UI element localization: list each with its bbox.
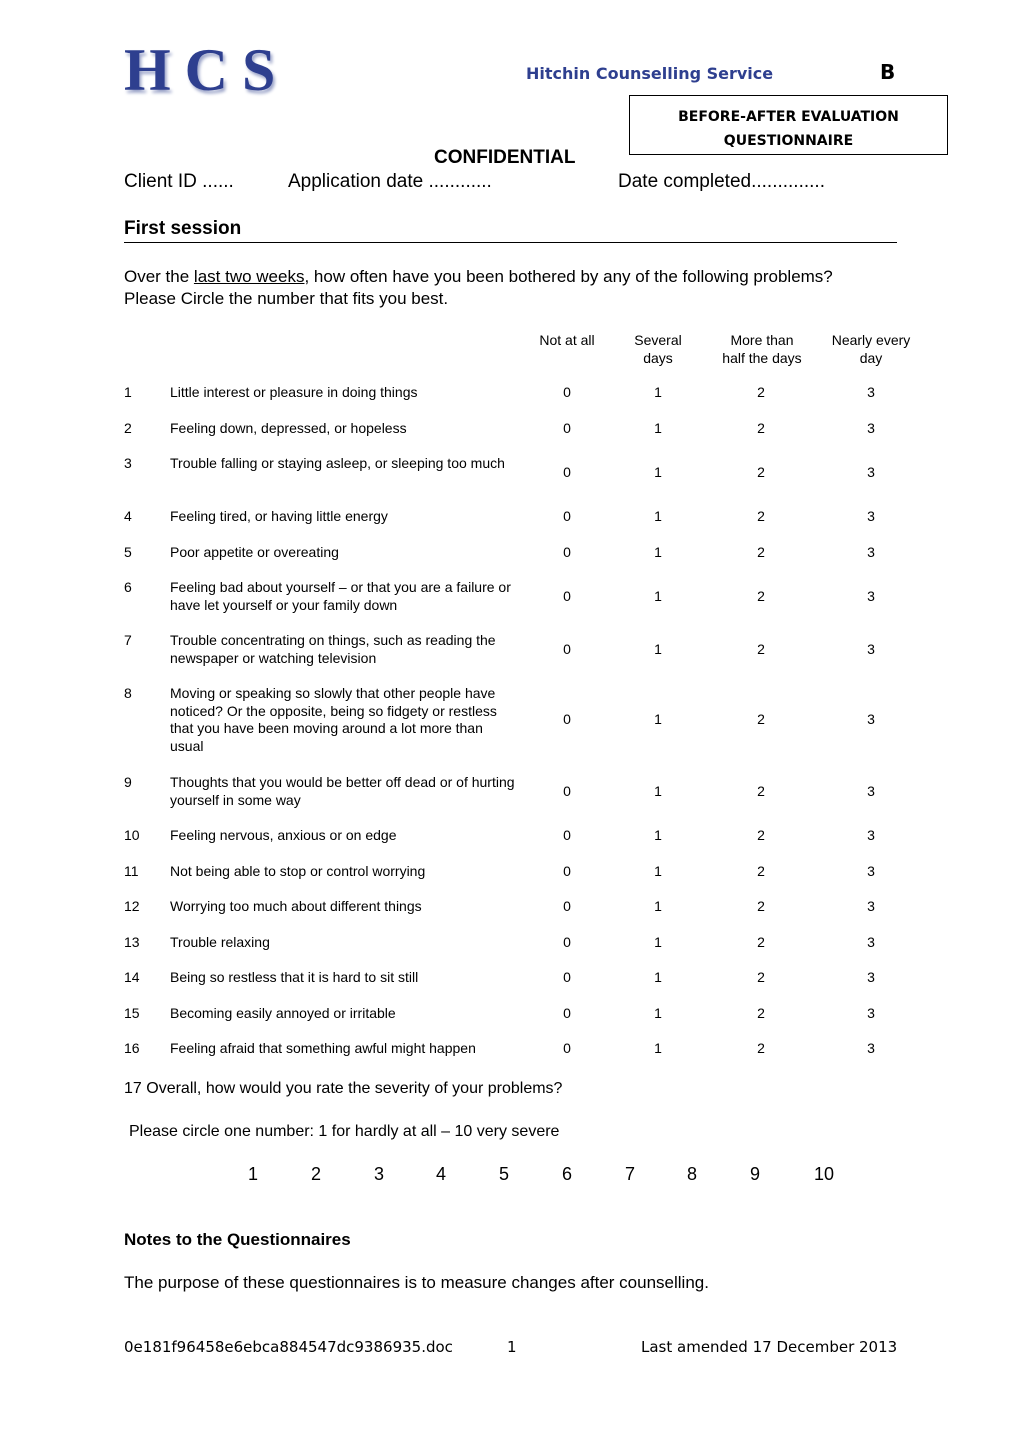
score-option[interactable]: 3 — [867, 463, 875, 480]
severity-option[interactable]: 10 — [813, 1164, 835, 1184]
client-id-field: Client ID ...... — [124, 171, 234, 192]
score-option[interactable]: 3 — [867, 968, 875, 985]
score-option[interactable]: 2 — [757, 507, 765, 524]
severity-option[interactable]: 9 — [749, 1164, 760, 1184]
score-option[interactable]: 1 — [654, 933, 662, 950]
question-number: 4 — [124, 508, 132, 524]
score-option[interactable]: 2 — [757, 419, 765, 436]
question-text: Feeling down, depressed, or hopeless — [170, 420, 407, 436]
application-date-field: Application date ............ — [288, 171, 492, 192]
score-option[interactable]: 0 — [563, 419, 571, 436]
question-text: Trouble falling or staying asleep, or sleeping too much — [170, 455, 505, 471]
question-text: Thoughts that you would be better off dead or of hurting yourself in some way — [170, 774, 515, 808]
question-number: 15 — [124, 1005, 140, 1021]
score-option[interactable]: 2 — [757, 1039, 765, 1056]
score-option[interactable]: 1 — [654, 587, 662, 604]
column-header-line2: half the days — [722, 350, 802, 366]
score-option[interactable]: 1 — [654, 640, 662, 657]
evaluation-title-box — [629, 95, 948, 155]
score-option[interactable]: 3 — [867, 543, 875, 560]
score-option[interactable]: 2 — [757, 463, 765, 480]
question-text: Becoming easily annoyed or irritable — [170, 1005, 396, 1021]
score-option[interactable]: 1 — [654, 968, 662, 985]
question-text: Feeling tired, or having little energy — [170, 508, 388, 524]
question-text: Moving or speaking so slowly that other people have noticed? Or the opposite, being so fidgety or restless that you have been moving around a lot more than usual — [170, 685, 497, 754]
question-number: 10 — [124, 827, 140, 843]
form-letter: B — [880, 60, 896, 84]
intro-pre: Over the — [124, 267, 194, 286]
column-header-more-than-half — [706, 331, 818, 367]
score-option[interactable]: 2 — [757, 782, 765, 799]
question-text: Feeling nervous, anxious or on edge — [170, 827, 397, 843]
score-option[interactable]: 2 — [757, 826, 765, 843]
question-number: 12 — [124, 898, 140, 914]
score-option[interactable]: 0 — [563, 383, 571, 400]
score-option[interactable]: 3 — [867, 1004, 875, 1021]
score-option[interactable]: 0 — [563, 640, 571, 657]
score-option[interactable]: 1 — [654, 826, 662, 843]
score-option[interactable]: 2 — [757, 711, 765, 728]
notes-title: Notes to the Questionnaires — [124, 1230, 351, 1249]
column-header-not-at-all — [527, 331, 607, 349]
column-header-nearly-every-day — [816, 331, 926, 367]
score-option[interactable]: 0 — [563, 1004, 571, 1021]
score-option[interactable]: 3 — [867, 826, 875, 843]
score-option[interactable]: 0 — [563, 711, 571, 728]
score-option[interactable]: 1 — [654, 1004, 662, 1021]
score-option[interactable]: 3 — [867, 897, 875, 914]
score-option[interactable]: 2 — [757, 383, 765, 400]
question-text: Worrying too much about different things — [170, 898, 422, 914]
severity-option[interactable]: 6 — [561, 1164, 572, 1184]
severity-option[interactable]: 4 — [435, 1164, 446, 1184]
severity-option[interactable]: 2 — [310, 1164, 321, 1184]
score-option[interactable]: 3 — [867, 507, 875, 524]
score-option[interactable]: 0 — [563, 507, 571, 524]
score-option[interactable]: 3 — [867, 419, 875, 436]
score-option[interactable]: 1 — [654, 862, 662, 879]
question-number: 6 — [124, 579, 132, 595]
intro-post: , how often have you been bothered by any of the following problems? Please Circle the number that fits you best. — [124, 267, 833, 308]
score-option[interactable]: 0 — [563, 968, 571, 985]
question-number: 14 — [124, 969, 140, 985]
question-17-instruction: Please circle one number: 1 for hardly at all – 10 very severe — [129, 1123, 560, 1140]
question-text: Trouble concentrating on things, such as reading the newspaper or watching television — [170, 632, 496, 666]
notes-text: The purpose of these questionnaires is to measure changes after counselling. — [124, 1273, 709, 1292]
score-option[interactable]: 0 — [563, 933, 571, 950]
score-option[interactable]: 2 — [757, 640, 765, 657]
score-option[interactable]: 2 — [757, 543, 765, 560]
question-number: 13 — [124, 934, 140, 950]
date-completed-field: Date completed.............. — [618, 171, 825, 192]
score-option[interactable]: 0 — [563, 463, 571, 480]
intro-underlined: last two weeks — [193, 267, 305, 286]
column-header-line1: Nearly every — [831, 332, 911, 348]
evaluation-title-line1: BEFORE-AFTER EVALUATION — [678, 109, 899, 125]
score-option[interactable]: 2 — [757, 1004, 765, 1021]
severity-option[interactable]: 7 — [624, 1164, 635, 1184]
score-option[interactable]: 0 — [563, 897, 571, 914]
score-option[interactable]: 1 — [654, 463, 662, 480]
hcs-logo: HCS — [124, 37, 290, 103]
score-option[interactable]: 2 — [757, 968, 765, 985]
footer-filename: 0e181f96458e6ebca884547dc9386935.doc — [124, 1338, 453, 1356]
question-number: 16 — [124, 1040, 140, 1056]
severity-option[interactable]: 1 — [247, 1164, 258, 1184]
confidential-label: CONFIDENTIAL — [434, 147, 576, 168]
question-number: 2 — [124, 420, 132, 436]
evaluation-title-line2: QUESTIONNAIRE — [723, 133, 854, 149]
score-option[interactable]: 0 — [563, 1039, 571, 1056]
score-option[interactable]: 3 — [867, 640, 875, 657]
column-header-line1: Several — [634, 332, 682, 348]
intro-paragraph — [124, 266, 854, 310]
question-number: 11 — [124, 863, 139, 879]
score-option[interactable]: 2 — [757, 933, 765, 950]
score-option[interactable]: 0 — [563, 826, 571, 843]
question-17: 17 Overall, how would you rate the severity of your problems? — [124, 1080, 563, 1097]
score-option[interactable]: 3 — [867, 933, 875, 950]
column-header-line2: day — [859, 350, 883, 366]
score-option[interactable]: 1 — [654, 543, 662, 560]
score-option[interactable]: 3 — [867, 383, 875, 400]
score-option[interactable]: 2 — [757, 862, 765, 879]
question-text: Being so restless that it is hard to sit still — [170, 969, 419, 985]
score-option[interactable]: 2 — [757, 897, 765, 914]
question-text: Feeling afraid that something awful might happen — [170, 1040, 476, 1056]
question-number: 1 — [124, 384, 132, 400]
footer-last-amended: Last amended 17 December 2013 — [641, 1338, 898, 1356]
column-header-line1: More than — [730, 332, 794, 348]
column-header-several-days — [613, 331, 703, 367]
question-text: Trouble relaxing — [170, 934, 270, 950]
question-text: Little interest or pleasure in doing things — [170, 384, 418, 400]
severity-option[interactable]: 5 — [498, 1164, 509, 1184]
question-number: 9 — [124, 774, 132, 790]
score-option[interactable]: 1 — [654, 1039, 662, 1056]
score-option[interactable]: 3 — [867, 1039, 875, 1056]
column-header-line1: Not at all — [539, 332, 595, 348]
question-text: Poor appetite or overeating — [170, 544, 339, 560]
score-option[interactable]: 2 — [757, 587, 765, 604]
section-title: First session — [124, 218, 897, 243]
score-option[interactable]: 3 — [867, 587, 875, 604]
score-option[interactable]: 1 — [654, 383, 662, 400]
score-option[interactable]: 1 — [654, 711, 662, 728]
score-option[interactable]: 1 — [654, 419, 662, 436]
footer-page-number: 1 — [507, 1338, 517, 1356]
severity-option[interactable]: 8 — [686, 1164, 697, 1184]
score-option[interactable]: 1 — [654, 507, 662, 524]
question-number: 7 — [124, 632, 132, 648]
score-option[interactable]: 1 — [654, 897, 662, 914]
service-name: Hitchin Counselling Service — [526, 64, 774, 83]
question-text: Not being able to stop or control worrying — [170, 863, 426, 879]
score-option[interactable]: 0 — [563, 782, 571, 799]
question-number: 8 — [124, 685, 132, 701]
question-number: 5 — [124, 544, 132, 560]
column-header-line2: days — [643, 350, 673, 366]
score-option[interactable]: 3 — [867, 782, 875, 799]
question-text: Feeling bad about yourself – or that you are a failure or have let yourself or your family down — [170, 579, 511, 613]
question-number: 3 — [124, 455, 132, 471]
score-option[interactable]: 1 — [654, 782, 662, 799]
severity-option[interactable]: 3 — [373, 1164, 384, 1184]
score-option[interactable]: 3 — [867, 711, 875, 728]
score-option[interactable]: 0 — [563, 862, 571, 879]
score-option[interactable]: 0 — [563, 543, 571, 560]
score-option[interactable]: 3 — [867, 862, 875, 879]
score-option[interactable]: 0 — [563, 587, 571, 604]
